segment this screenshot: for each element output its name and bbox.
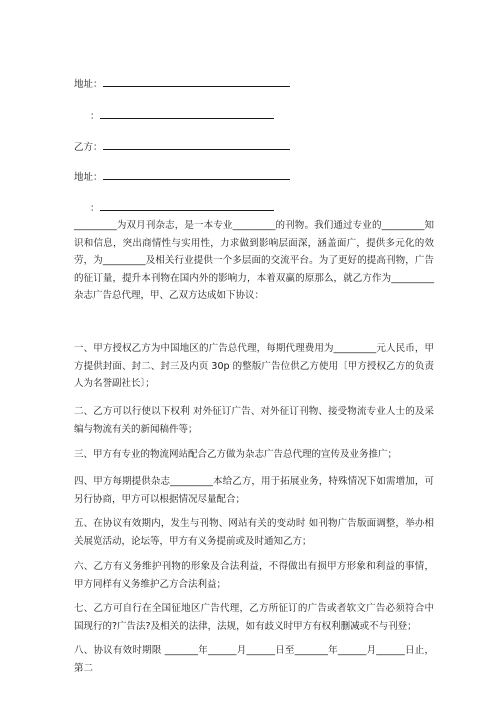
field-label: 地址： (74, 172, 103, 183)
party-b-contact-line (90, 201, 274, 215)
party-a-address-line (74, 77, 290, 91)
clause-5: 五、在协议有效期内，发生与刊物、网站有关的变动时 如刊物广告版面调整，举办相关展览活动，论坛等，甲方有义务提前或及时通知乙方； (74, 518, 434, 547)
party-b-address-line (74, 170, 290, 184)
intro-paragraph: _________为双月刊杂志，是一本专业_________的刊物。我们通过专业的_________知识和信息，突出商情性与实用性，力求做到影响层面深，涵盖面广，提供多元化的效劳，为_________及相关行业提供一个多层面的交流平台。为了更好的提高刊物，广告的征订量，提升本刊物在国内外的影响力，本着双赢的原那么，就乙方作为_________杂志广告总代理，甲、乙双方达成如下协议： (74, 220, 434, 301)
clause-6: 六、乙方有义务维护刊物的形象及合法利益，不得做出有损甲方形象和利益的事情，甲方同样有义务维护乙方合法利益； (74, 561, 434, 590)
fill-blank[interactable] (103, 140, 290, 150)
field-label: 地址： (74, 79, 103, 90)
party-a-contact-line (90, 109, 274, 123)
clause-1: 一、甲方授权乙方为中国地区的广告总代理，每期代理费用为_________元人民币，甲方提供封面、封二、封三及内页 30p 的整版广告位供乙方使用〔甲方授权乙方的负责人为名誉副社长〕； (74, 343, 434, 389)
clause-8: 八、协议有效时期限 _______年______月______日至_______年______月______日止，第二 (74, 645, 434, 674)
party-b-line (74, 140, 290, 154)
field-label: 乙方： (74, 142, 103, 153)
fill-blank[interactable] (100, 201, 274, 211)
clause-4: 四、甲方每期提供杂志_________本给乙方，用于拓展业务，特殊情况下如需增加，可另行协商，甲方可以根据情况尽量配合； (74, 476, 434, 505)
clause-2: 二、乙方可以行使以下权利 对外征订广告、对外征订刊物、接受物流专业人士的及采编与物流有关的新闻稿件等； (74, 406, 434, 435)
fill-blank[interactable] (103, 170, 290, 180)
clause-3: 三、甲方有专业的物流网站配合乙方做为杂志广告总代理的宣传及业务推广； (74, 449, 398, 460)
field-label: ： (90, 203, 100, 214)
fill-blank[interactable] (103, 77, 290, 87)
clause-7: 七、乙方可自行在全国征地区广告代理，乙方所征订的广告或者软文广告必须符合中国现行的?广告法?及相关的法律，法规，如有歧义时甲方有权利删减或不与刊登； (74, 603, 434, 632)
field-label: ： (90, 111, 100, 122)
fill-blank[interactable] (100, 109, 274, 119)
